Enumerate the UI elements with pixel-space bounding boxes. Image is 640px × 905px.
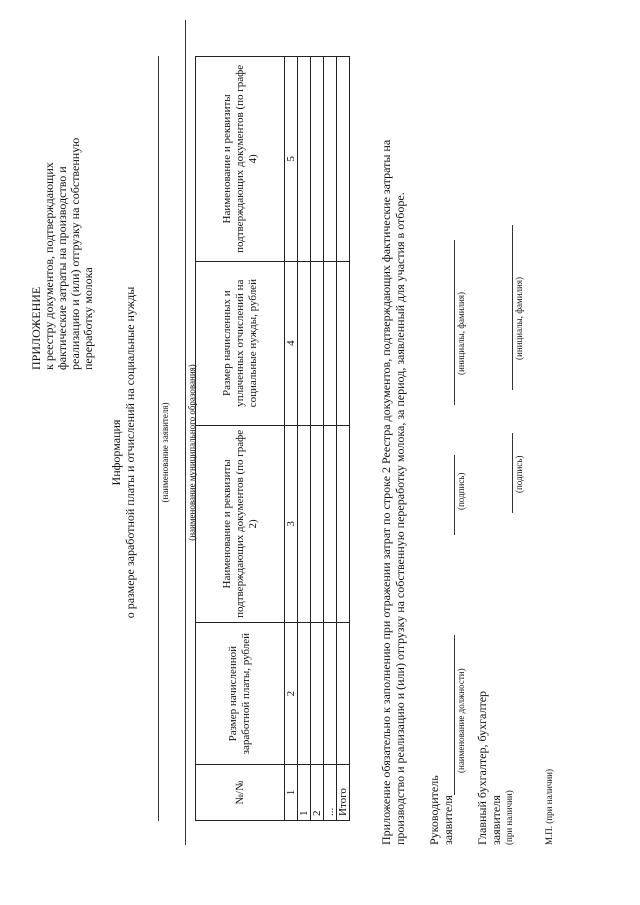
column-number: 3	[285, 425, 298, 623]
stamp-label: М.П. (при наличии)	[544, 769, 554, 845]
head-signature-line	[454, 455, 455, 535]
appendix-line-3: реализацию и (или) отгрузку на собственную	[68, 137, 82, 370]
accountant-if-any: (при наличии)	[504, 790, 514, 845]
column-number: 1	[285, 765, 298, 821]
applicant-caption: (наименование заявителя)	[160, 402, 170, 503]
accountant-label-1: Главный бухгалтер, бухгалтер	[475, 690, 489, 845]
table-cell	[324, 57, 337, 262]
head-initials-line	[454, 240, 455, 405]
appendix-title: ПРИЛОЖЕНИЕ	[29, 286, 43, 370]
table-cell	[337, 425, 350, 623]
table-cell	[337, 623, 350, 765]
signature-caption: (подпись)	[456, 472, 466, 510]
table-total-row	[337, 57, 350, 821]
position-caption: (наименование должности)	[456, 668, 466, 773]
table-cell	[337, 57, 350, 262]
accountant-label-2: заявителя	[489, 795, 503, 845]
table-cell: ...	[324, 765, 337, 821]
table-cell	[298, 57, 311, 262]
table-row	[324, 57, 337, 821]
salary-table	[195, 56, 350, 821]
header-social-docs: Наименование и реквизиты подтверждающих документов (по графе 4)	[196, 57, 285, 262]
table-cell: 1	[298, 765, 311, 821]
header-salary: Размер начисленной заработной платы, рублей	[196, 623, 285, 765]
applicant-line	[158, 56, 159, 821]
accountant-signature-caption: (подпись)	[514, 455, 524, 493]
table-cell: 2	[311, 765, 324, 821]
table-cell	[298, 623, 311, 765]
column-number: 2	[285, 623, 298, 765]
appendix-line-2: фактические затраты на производство и	[55, 166, 69, 370]
table-cell	[298, 425, 311, 623]
table-cell	[311, 57, 324, 262]
column-number: 4	[285, 261, 298, 425]
appendix-block	[30, 138, 95, 370]
municipality-caption: (наименование муниципального образования)	[187, 364, 197, 541]
appendix-line-1: к реестру документов, подтверждающих	[42, 162, 56, 370]
head-position-line	[454, 635, 455, 795]
table-cell	[324, 425, 337, 623]
table-row	[298, 57, 311, 821]
note-line-1: Приложение обязательно к заполнению при отражении затрат по строке 2 Реестра документов, подтверждающих фактические затраты на	[379, 139, 393, 845]
municipality-line	[185, 20, 186, 845]
table-cell	[337, 261, 350, 425]
note-line-2: производство и реализацию и (или) отгрузку на собственную переработку молока, за период, заявленный для участия в отборе.	[393, 192, 407, 845]
table-cell	[311, 261, 324, 425]
table-cell	[311, 623, 324, 765]
accountant-initials-caption: (инициалы, фамилия)	[514, 277, 524, 360]
heading-subtitle: о размере заработной платы и отчислений на социальные нужды	[123, 286, 137, 619]
heading-title: Информация	[109, 419, 123, 486]
head-label-2: заявителя	[441, 795, 455, 845]
header-number: №/№	[196, 765, 285, 821]
table-header-row	[196, 57, 285, 821]
table-cell	[298, 261, 311, 425]
accountant-initials-line	[512, 225, 513, 390]
column-number: 5	[285, 57, 298, 262]
appendix-line-4: переработку молока	[81, 267, 95, 370]
header-social: Размер начисленных и уплаченных отчислений на социальные нужды, рублей	[196, 261, 285, 425]
accountant-signature-line	[512, 433, 513, 513]
table-cell: Итого	[337, 765, 350, 821]
head-label-1: Руководитель	[427, 775, 441, 845]
initials-caption: (инициалы, фамилия)	[456, 292, 466, 375]
table-cell	[324, 261, 337, 425]
column-number-row	[285, 57, 298, 821]
table-cell	[324, 623, 337, 765]
table-cell	[311, 425, 324, 623]
table-row	[311, 57, 324, 821]
header-salary-docs: Наименование и реквизиты подтверждающих документов (по графе 2)	[196, 425, 285, 623]
